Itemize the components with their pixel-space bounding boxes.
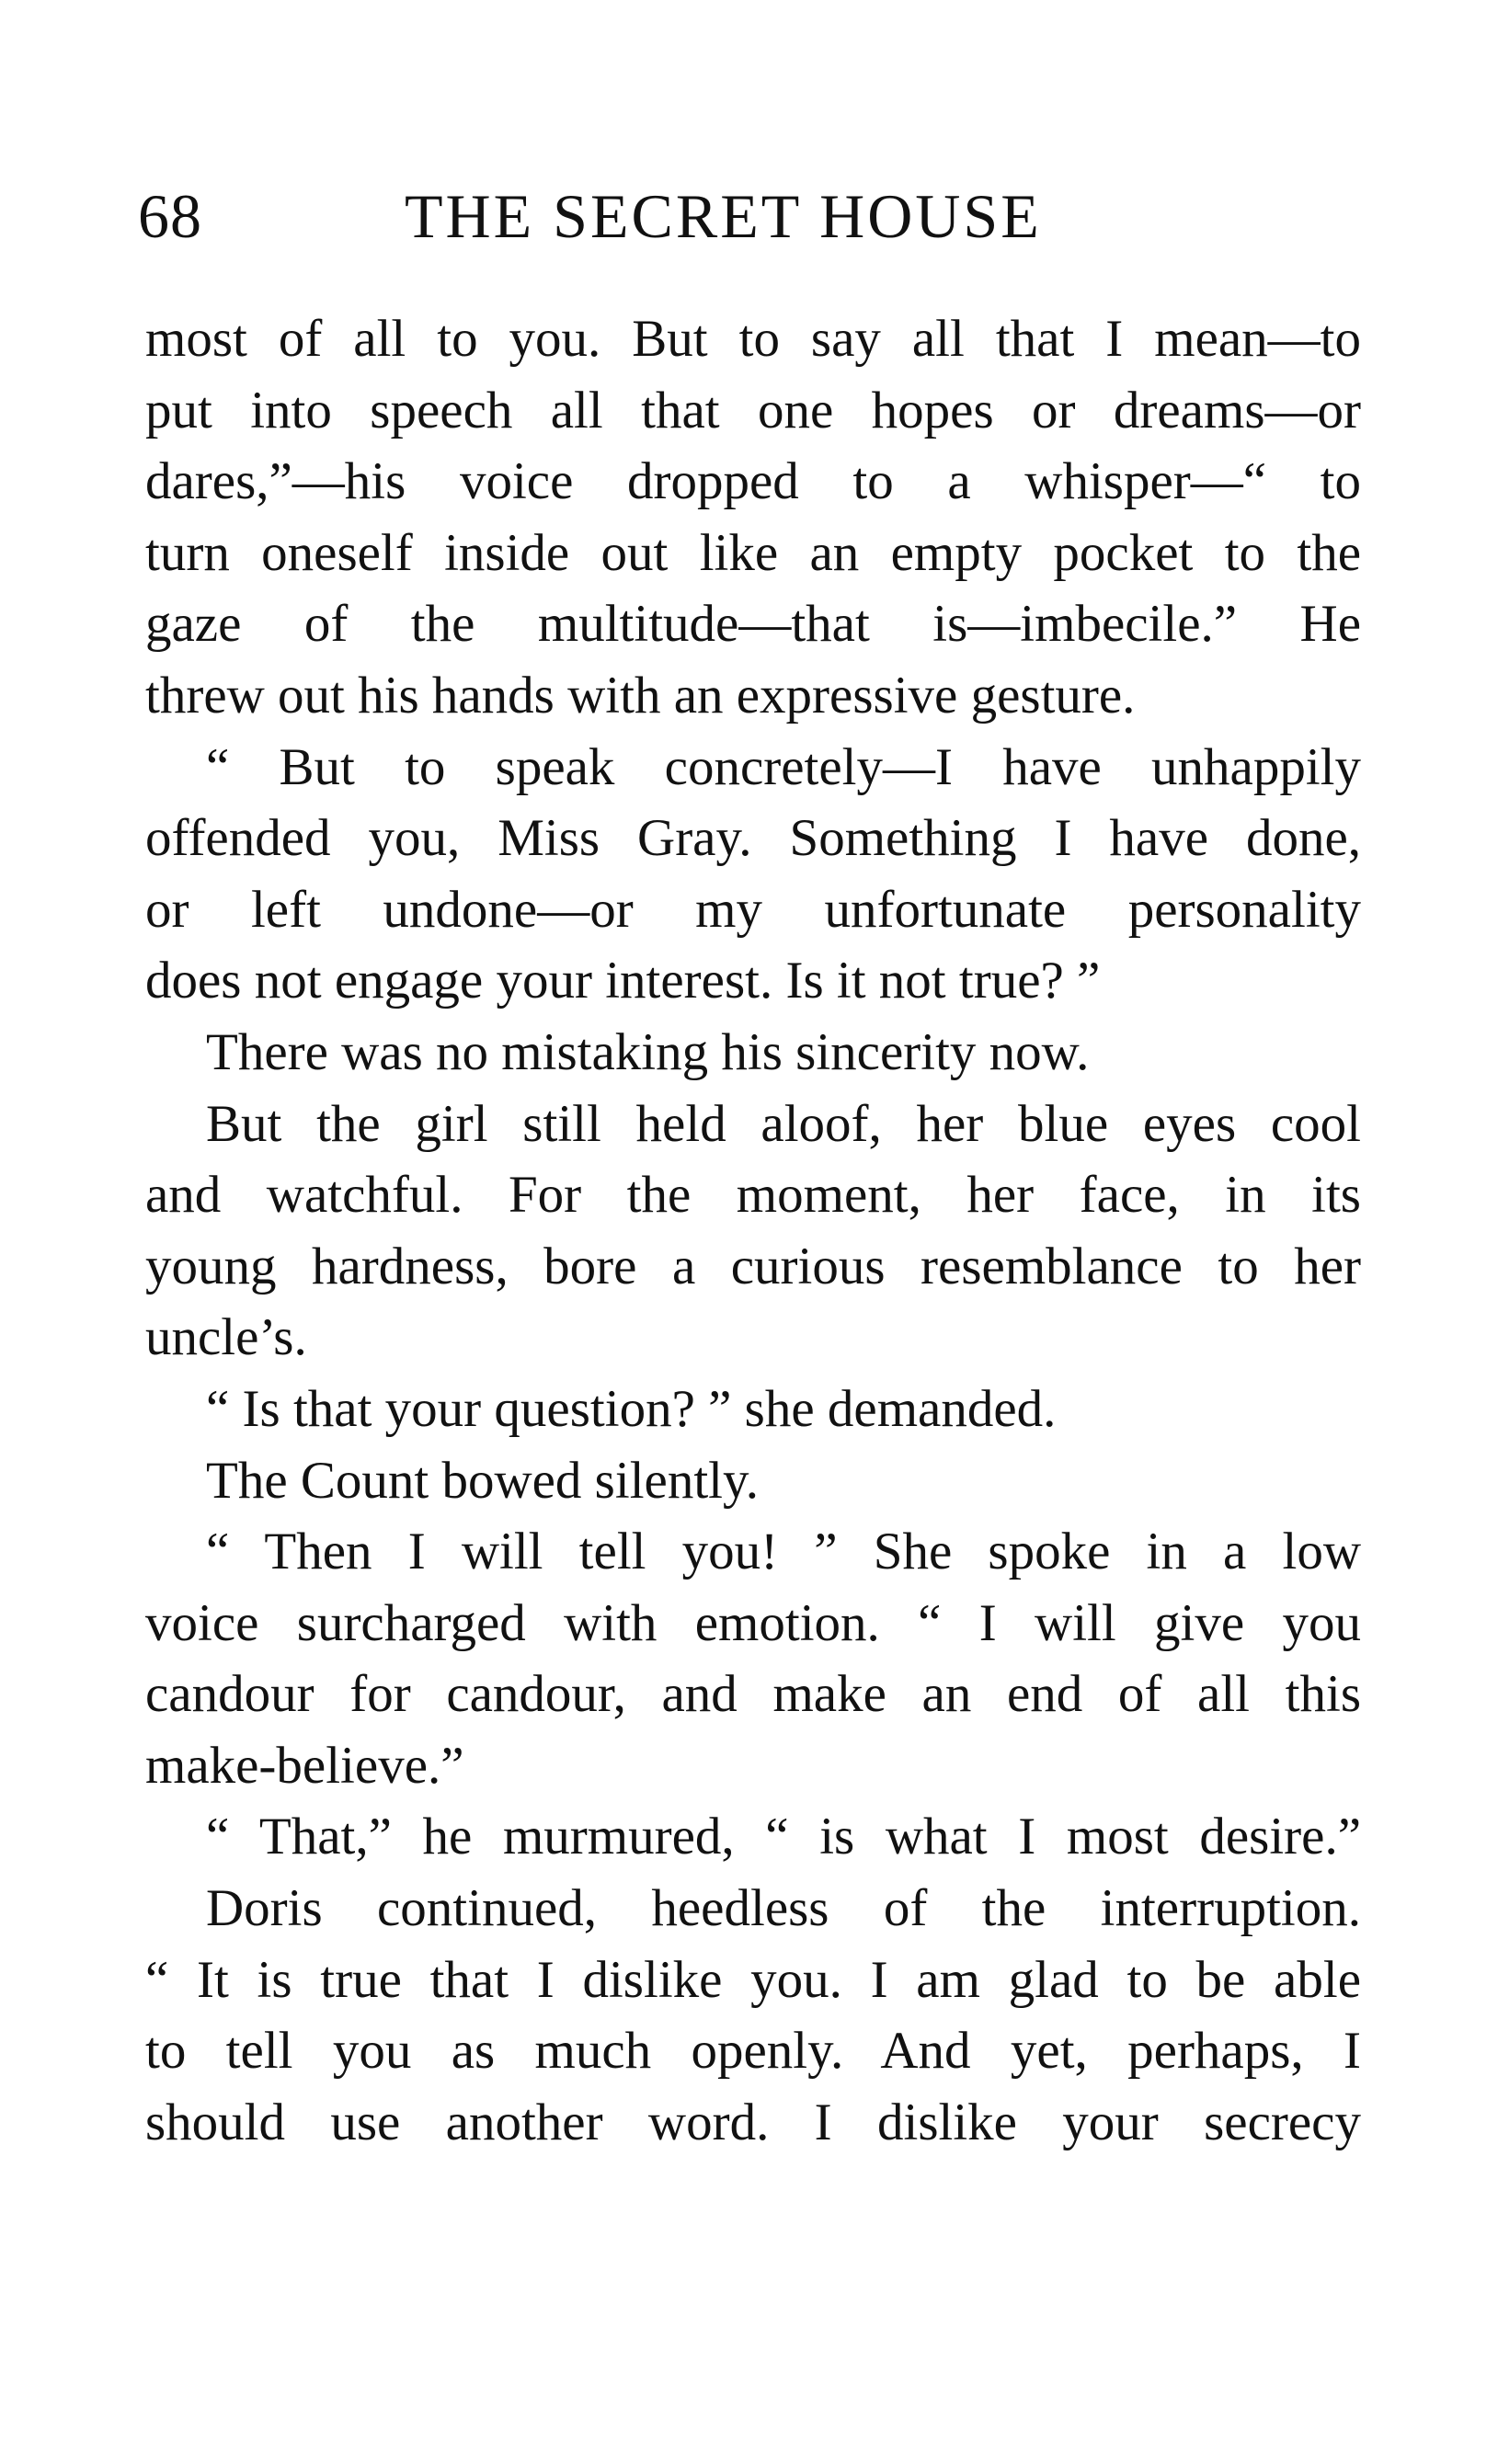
text-line: and watchful. For the moment, her face, in its (145, 1166, 1361, 1225)
text-line: “ That,” he murmured, “ is what I most desire.” (206, 1808, 1361, 1866)
text-line: threw out his hands with an expressive gesture. (145, 666, 1136, 724)
text-line: make-believe.” (145, 1736, 464, 1795)
text-line: “ Is that your question? ” she demanded. (206, 1379, 1057, 1438)
text-line: put into speech all that one hopes or dreams—or (145, 381, 1361, 439)
text-line: young hardness, bore a curious resemblance to her (145, 1237, 1361, 1295)
text-line: should use another word. I dislike your secrecy (145, 2093, 1361, 2151)
running-head (138, 175, 1370, 257)
text-line: The Count bowed silently. (206, 1451, 760, 1510)
body-text (145, 303, 1361, 2158)
text-line: uncle’s. (145, 1308, 307, 1367)
text-line: There was no mistaking his sincerity now. (206, 1022, 1090, 1081)
text-line: or left undone—or my unfortunate personality (145, 880, 1361, 939)
text-line: offended you, Miss Gray. Something I have done, (145, 809, 1361, 868)
text-line: gaze of the multitude—that is—imbecile.” He (145, 595, 1361, 654)
text-line: to tell you as much openly. And yet, perhaps, I (145, 2022, 1361, 2081)
text-line: “ But to speak concretely—I have unhappily (206, 737, 1361, 796)
text-line: does not engage your interest. Is it not true? ” (145, 952, 1101, 1010)
running-title: THE SECRET HOUSE (405, 181, 1042, 251)
text-line: But the girl still held aloof, her blue eyes cool (206, 1094, 1361, 1153)
text-line: turn oneself inside out like an empty pocket to the (145, 523, 1361, 582)
text-line: “ It is true that I dislike you. I am glad to be able (145, 1950, 1361, 2009)
text-line: dares,”—his voice dropped to a whisper—“ to (145, 452, 1361, 511)
text-line: candour for candour, and make an end of all this (145, 1665, 1361, 1724)
page-number: 68 (138, 181, 202, 251)
text-line: Doris continued, heedless of the interruption. (206, 1879, 1361, 1938)
text-line: most of all to you. But to say all that I mean—to (145, 310, 1361, 368)
text-line: voice surcharged with emotion. “ I will give you (145, 1593, 1361, 1652)
text-line: “ Then I will tell you! ” She spoke in a low (206, 1523, 1361, 1581)
